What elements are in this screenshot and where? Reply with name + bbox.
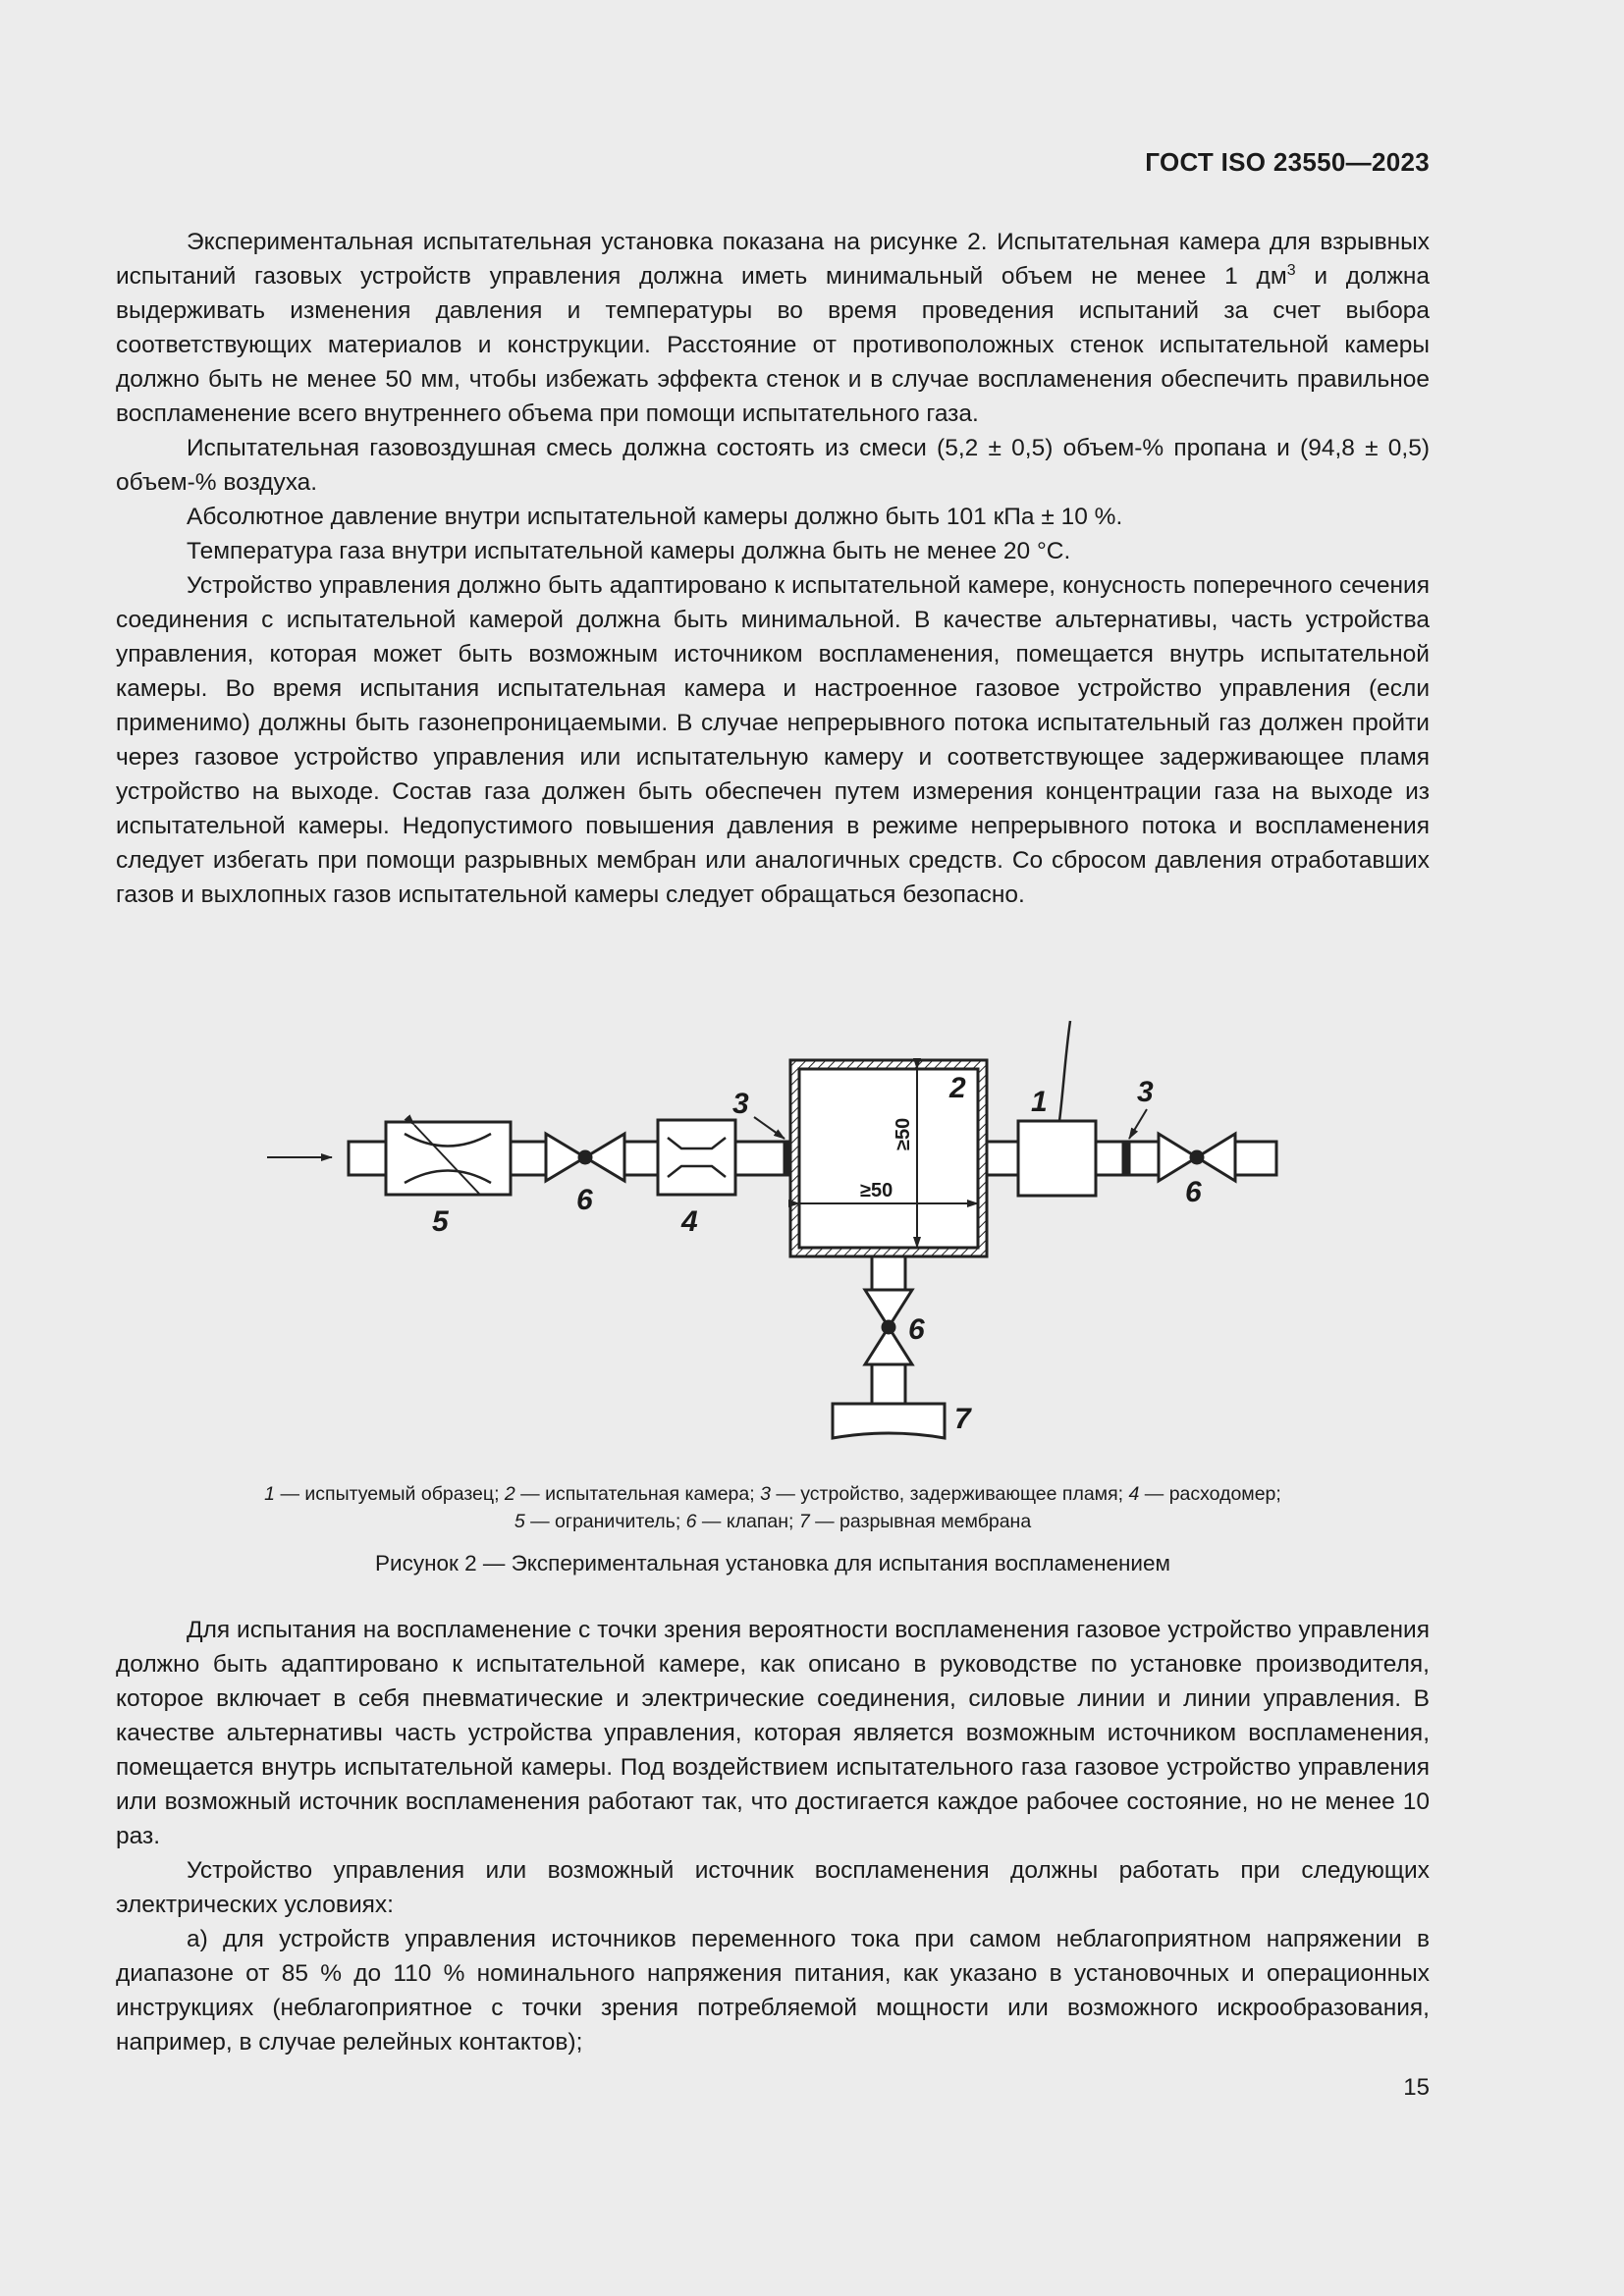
label-7: 7 (954, 1403, 971, 1435)
page-number: 15 (1403, 2074, 1430, 2101)
bursting-membrane (833, 1404, 945, 1438)
pipe-segment (624, 1142, 658, 1175)
figure-2-diagram (0, 1001, 1624, 1472)
label-5: 5 (432, 1205, 449, 1238)
test-sample (1018, 1121, 1096, 1196)
pipe-segment (987, 1142, 1018, 1175)
legend-line: 5 — ограничитель; 6 — клапан; 7 — разрывная мембрана (514, 1511, 1032, 1532)
label-4: 4 (681, 1205, 698, 1238)
paragraph: Устройство управления должно быть адаптировано к испытательной камере, конусность поперечного сечения соединения с испытательной камерой должна быть минимальной. В качестве альтернативы, часть устройства управления, которая может быть возможным источником воспламенения, помещается внутрь испытательной камеры. Во время испытания испытательная камера и настроенное газовое устройство управления (если применимо) должны быть газонепроницаемыми. В случае непрерывного потока испытательный газ должен пройти через газовое устройство управления или испытательную камеру и соответствующее задерживающее пламя устройство на выходе. Состав газа должен быть обеспечен путем измерения концентрации газа на выходе из испытательной камеры. Недопустимого повышения давления в режиме непрерывного потока и воспламенения следует избегать при помощи разрывных мембран или аналогичных средств. Со сбросом давления отработавших газов и выхлопных газов испытательной камеры следует обращаться безопасно. (116, 572, 1430, 908)
pipe-segment (511, 1142, 546, 1175)
figure-legend (116, 1480, 1430, 1535)
pipe-segment (1096, 1142, 1123, 1175)
label-6: 6 (908, 1313, 925, 1346)
label-6: 6 (576, 1184, 593, 1216)
dimension-label: ≥50 (893, 1117, 914, 1150)
paragraph: Абсолютное давление внутри испытательной камеры должно быть 101 кПа ± 10 %. (187, 504, 1123, 530)
label-6: 6 (1185, 1176, 1202, 1208)
dimension-label: ≥50 (860, 1180, 893, 1201)
label-1: 1 (1031, 1086, 1048, 1118)
paragraph: Испытательная газовоздушная смесь должна состоять из смеси (5,2 ± 0,5) объем-% пропана и (94,8 ± 0,5) объем-% воздуха. (116, 435, 1430, 496)
paragraph: Устройство управления или возможный источник воспламенения должны работать при следующих электрических условиях: (116, 1857, 1430, 1918)
label-2: 2 (949, 1072, 966, 1104)
pipe-segment (735, 1142, 785, 1175)
restrictor (386, 1122, 511, 1195)
flowmeter (658, 1120, 735, 1195)
paragraph: Температура газа внутри испытательной камеры должна быть не менее 20 °С. (187, 538, 1071, 564)
pipe-segment (872, 1364, 905, 1404)
pipe-segment (872, 1256, 905, 1290)
legend-line: 1 — испытуемый образец; 2 — испытательная камера; 3 — устройство, задерживающее пламя; 4 — расходомер; (264, 1483, 1281, 1505)
pipe-segment (349, 1142, 386, 1175)
paragraph: Экспериментальная испытательная установка показана на рисунке 2. Испытательная камера для взрывных испытаний газовых устройств управления должна иметь минимальный объем не менее 1 $дм^3$ и должна выдерживать изменения давления и температуры во время проведения испытаний за счет выбора соответствующих материалов и конструкции. Расстояние от противоположных стенок испытательной камеры должно быть не менее 50 мм, чтобы избежать эффекта стенок и в случае воспламенения обеспечить правильное воспламенение всего внутреннего объема при помощи испытательного газа. (116, 229, 1431, 427)
paragraph: а) для устройств управления источников переменного тока при самом неблагоприятном напряжении в диапазоне от 85 % до 110 % номинального напряжения питания, как указано в установочных и операционных инструкциях (неблагоприятное с точки зрения потребляемой мощности или возможного искрообразования, например, в случае релейных контактов); (116, 1926, 1430, 2056)
body-text-bottom (116, 1613, 1430, 2059)
figure-caption: Рисунок 2 — Экспериментальная установка для испытания воспламенением (375, 1551, 1170, 1575)
pipe-segment (1129, 1142, 1159, 1175)
paragraph: Для испытания на воспламенение с точки зрения вероятности воспламенения газовое устройство управления должно быть адаптировано к испытательной камере, как описано в руководстве по установке производителя, которое включает в себя пневматические и электрические соединения, силовые линии и линии управления. В качестве альтернативы часть устройства управления, которая является возможным источником воспламенения, помещается внутрь испытательной камеры. Под воздействием испытательного газа газовое устройство управления или возможный источник воспламенения работают так, что достигается каждое рабочее состояние, но не менее 10 раз. (116, 1617, 1430, 1849)
label-3: 3 (1137, 1076, 1154, 1108)
document-header: ГОСТ ISO 23550—2023 (1145, 147, 1430, 177)
superscript: 3 (1286, 261, 1296, 279)
pipe-segment (1235, 1142, 1276, 1175)
body-text-top (116, 225, 1430, 912)
label-3: 3 (732, 1088, 749, 1120)
